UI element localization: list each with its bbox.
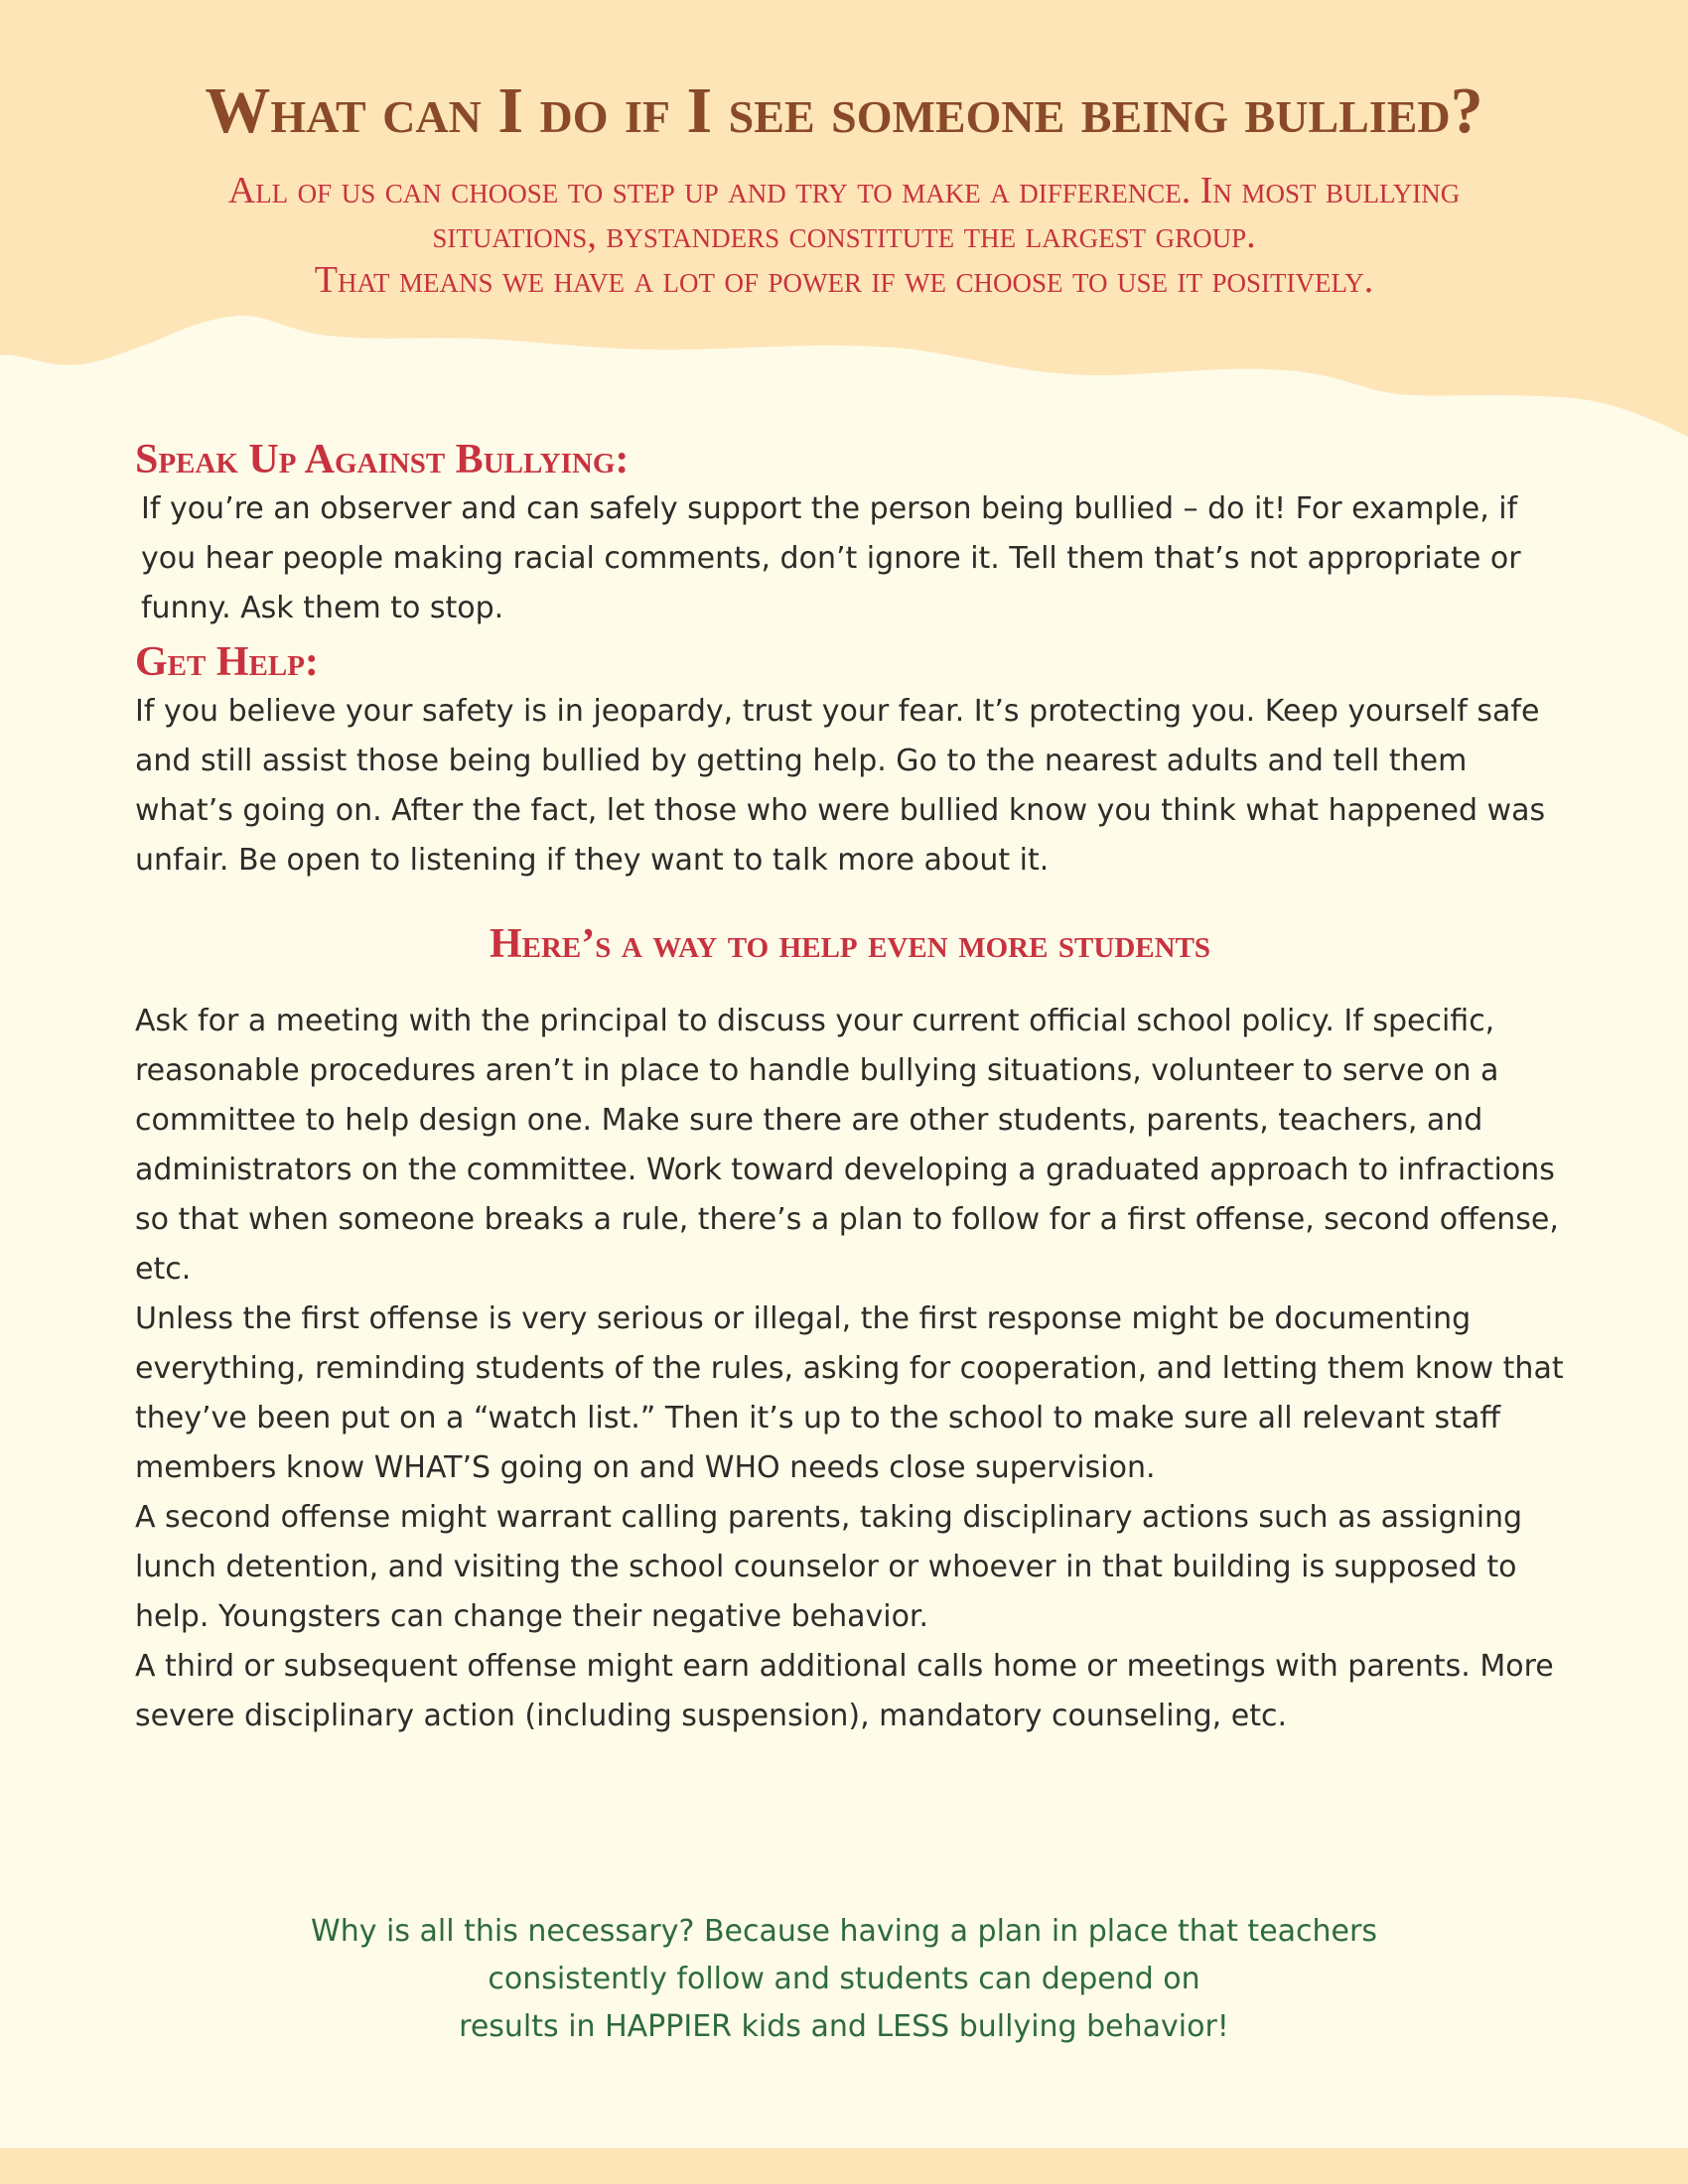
policy-paragraph: Ask for a meeting with the principal to discuss your current official school policy. If specific, reasonable procedures aren’t in place to handle bullying situations, volunteer to serve on a committee to help design one. Make sure there are other students, parents, teachers, and administrators on the committee. Work toward developing a graduated approach to infractions so that when someone breaks a rule, there’s a plan to follow for a first offense, second offense, etc. [135,1004,1559,1287]
speak-up-heading: Speak Up Against Bullying: [135,437,630,482]
third-offense-paragraph: A third or subsequent offense might earn additional calls home or meetings with parents. More severe disciplinary action (including suspension), mandatory counseling, etc. [135,1649,1554,1733]
intro-line: That means we have a lot of power if we choose to use it positively. [314,259,1374,301]
footer-message [0,1908,1688,2051]
get-help-body: If you believe your safety is in jeopardy, trust your fear. It’s protecting you. Keep yourself safe and still assist those being bullied by getting help. Go to the nearest adults and tell them what’s going on. After the fact, let those who were bullied know you think what happened was unfair. Be open to listening if they want to talk more about it. [135,694,1546,878]
get-help-heading: Get Help: [135,639,319,685]
main-content [135,435,1565,1741]
intro-text [179,169,1509,303]
first-offense-paragraph: Unless the first offense is very serious or illegal, the first response might be documenting everything, reminding students of the rules, asking for cooperation, and letting them know that they’ve been put on a “watch list.” Then it’s up to the school to make sure all relevant staff members know WHAT’S going on and WHO needs close supervision. [135,1301,1564,1485]
speak-up-body: If you’re an observer and can safely support the person being bullied – do it! For example, if you hear people making racial comments, don’t ignore it. Tell them that’s not appropriate or funny. Ask them to stop. [141,491,1521,625]
intro-line: All of us can choose to step up and try to make a difference. In most bullying [227,170,1461,211]
more-students-heading: Here’s a way to help even more students [489,921,1211,967]
footer-line: consistently follow and students can depend on [488,1962,1200,1996]
page-title: What can I do if I see someone being bullied? [205,74,1483,147]
second-offense-paragraph: A second offense might warrant calling parents, taking disciplinary actions such as assigning lunch detention, and visiting the school counselor or whoever in that building is supposed to help. Youngsters can change their negative behavior. [135,1500,1523,1634]
footer-line: results in HAPPIER kids and LESS bullying behavior! [459,2009,1229,2044]
intro-line: situations, bystanders constitute the largest group. [432,214,1256,256]
footer-line: Why is all this necessary? Because having a plan in place that teachers [311,1914,1377,1949]
footer-band [0,2148,1688,2184]
